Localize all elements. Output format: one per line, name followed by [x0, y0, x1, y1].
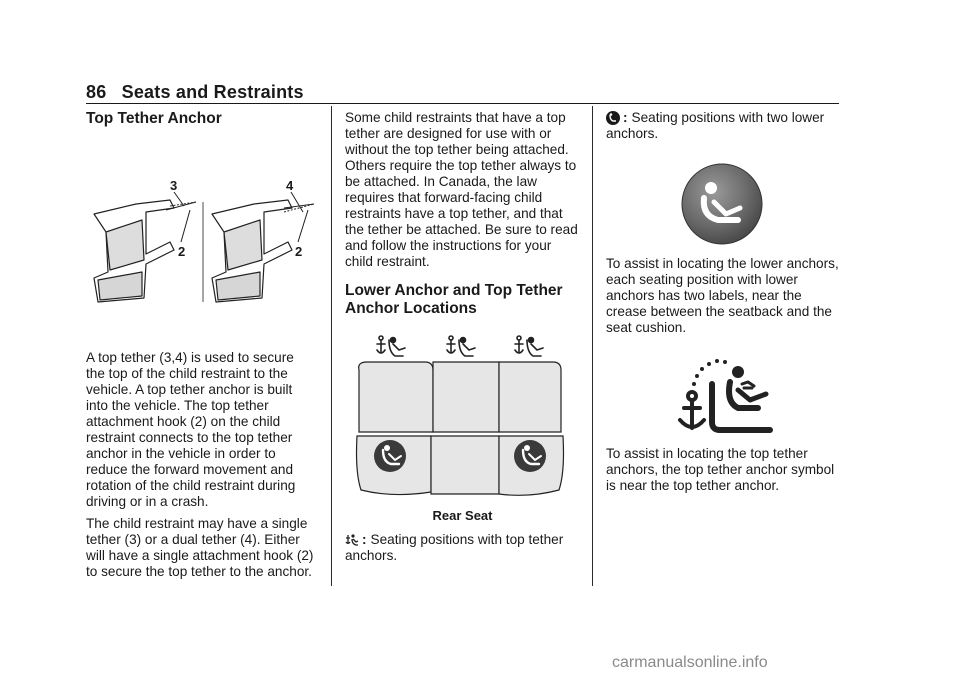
top-tether-symbol-illustration [674, 354, 839, 434]
top-tether-icon [515, 336, 543, 356]
page-header [86, 82, 304, 103]
label-left-hook: 2 [178, 244, 186, 259]
paragraph: To assist in locating the lower anchors, each seating position with lower anchors has two labels, near the crease between the seatback and the seat cushion. [606, 256, 839, 335]
paragraph: To assist in locating the top tether anchors, the top tether anchor symbol is near the top tether anchor. [606, 446, 835, 493]
figure-caption: Rear Seat [432, 508, 493, 523]
legend-text: Seating positions with two lower anchors. [606, 110, 825, 141]
label-right-tether: 4 [286, 178, 294, 193]
lower-anchor-icon [606, 111, 620, 125]
lower-anchor-label-illustration [680, 162, 839, 246]
paragraph: A top tether (3,4) is used to secure the top of the child restraint to the vehicle. A top tether anchor is built into the vehicle. The top tether attachment hook (2) on the child restraint connects to the top tether anchor in the vehicle in order to reduce the forward movement and rotation of the child restraint during driving or in a crash. [86, 350, 296, 509]
heading-anchor-locations: Lower Anchor and Top Tether Anchor Locations [345, 282, 563, 317]
section-title: Seats and Restraints [121, 82, 304, 102]
top-tether-icon [447, 336, 475, 356]
column-1 [86, 110, 316, 580]
column-2 [345, 110, 580, 564]
lower-anchor-icon [374, 440, 406, 472]
legend-lower-anchors [606, 110, 839, 142]
legend-colon: : [362, 532, 367, 547]
paragraph: Some child restraints that have a top tether are designed for use with or without the top tether being attached. Others require the top tether always to be attached. In Canada, the law requires that forward-facing child restraints have a top tether, and that the tether be attached. Be sure to read and follow the instructions for your child restraint. [345, 110, 578, 269]
column-divider [331, 106, 332, 586]
header-rule [86, 103, 839, 104]
column-divider [592, 106, 593, 586]
label-right-hook: 2 [295, 244, 303, 259]
label-left-tether: 3 [170, 178, 178, 193]
column-3 [606, 110, 839, 494]
legend-colon: : [623, 110, 628, 125]
page-number: 86 [86, 82, 107, 102]
legend-text: Seating positions with top tether anchors. [345, 532, 564, 563]
rear-seat-diagram [353, 332, 580, 502]
top-tether-icon [345, 533, 359, 547]
watermark: carmanualsonline.info [612, 654, 768, 671]
legend-top-tether [345, 532, 580, 564]
child-seat-illustration [86, 172, 316, 312]
lower-anchor-icon [514, 440, 546, 472]
paragraph: The child restraint may have a single tether (3) or a dual tether (4). Either will have a single attachment hook (2) to secure the top tether to the anchor. [86, 516, 314, 579]
top-tether-icon [377, 336, 405, 356]
heading-top-tether-anchor: Top Tether Anchor [86, 110, 222, 127]
